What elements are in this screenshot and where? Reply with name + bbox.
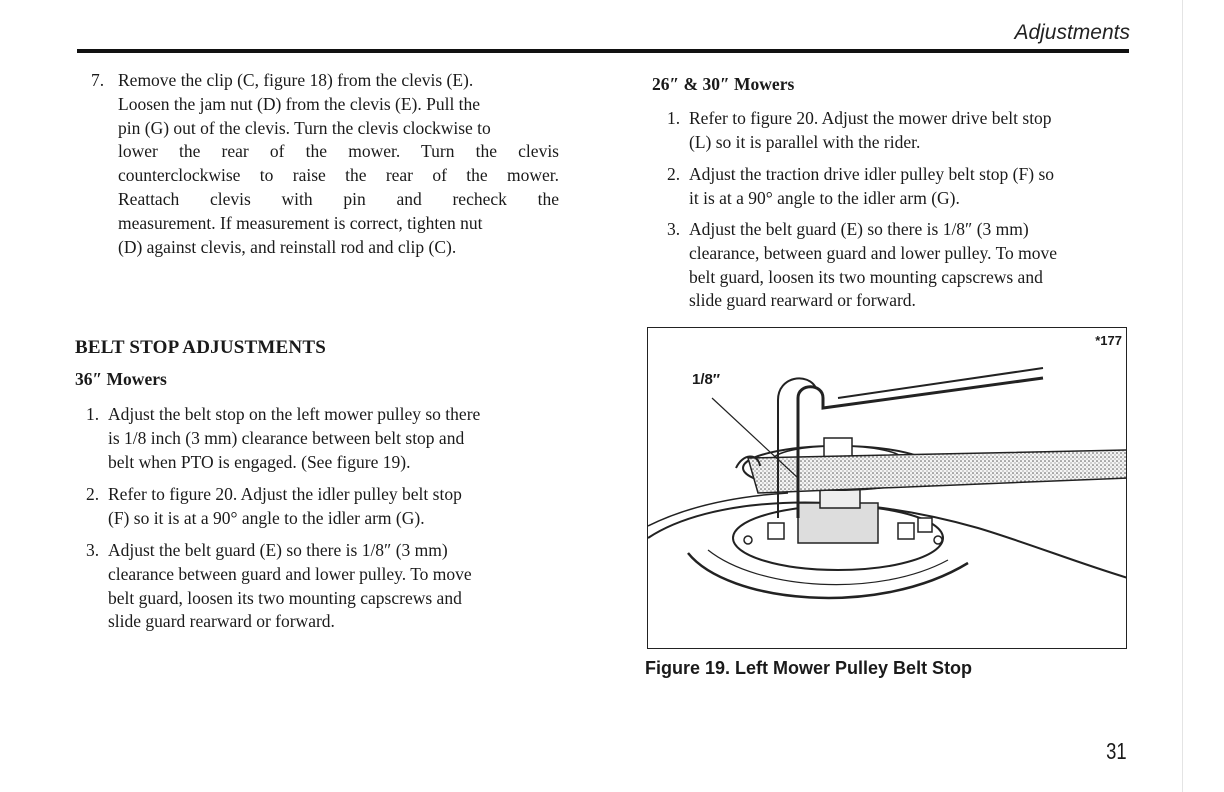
text-line: belt guard, loosen its two mounting capscrews and	[108, 587, 462, 608]
clearance-callout: 1/8″	[692, 371, 721, 388]
scan-edge-line	[1182, 0, 1183, 792]
section-heading: BELT STOP ADJUSTMENTS	[75, 337, 326, 358]
text-line: Reattach clevis with pin and recheck the	[118, 188, 559, 209]
figure-caption: Figure 19. Left Mower Pulley Belt Stop	[645, 658, 973, 678]
left-item-7	[91, 69, 559, 259]
text-line: (L) so it is parallel with the rider.	[689, 131, 921, 152]
text-line: Refer to figure 20. Adjust the idler pulley belt stop	[108, 484, 462, 504]
text-line: (F) so it is at a 90° angle to the idler arm (G).	[108, 507, 425, 528]
item-number: 1.	[86, 404, 100, 424]
item-number: 3.	[86, 540, 100, 560]
text-line: Adjust the belt stop on the left mower pulley so there	[108, 404, 481, 424]
figure-19-illustration	[647, 327, 1127, 649]
text-line: Refer to figure 20. Adjust the mower drive belt stop	[689, 108, 1052, 128]
left-item-1	[86, 403, 550, 474]
text-line: belt guard, loosen its two mounting capscrews and	[689, 266, 1043, 287]
item-number: 2.	[86, 484, 100, 504]
left-item-2	[86, 483, 550, 531]
text-line: counterclockwise to raise the rear of the mower.	[118, 165, 559, 186]
right-item-2	[667, 163, 1129, 211]
right-item-3	[667, 218, 1129, 313]
item-number: 3.	[667, 219, 681, 239]
item-number: 1.	[667, 108, 681, 128]
text-line: Adjust the traction drive idler pulley belt stop (F) so	[689, 164, 1055, 184]
text-line: pin (G) out of the clevis. Turn the clevis clockwise to	[118, 117, 491, 138]
text-line: Remove the clip (C, figure 18) from the clevis (E).	[118, 70, 474, 90]
item-number: 7.	[91, 70, 105, 90]
text-line: clearance between guard and lower pulley. To move	[108, 563, 472, 584]
item-number: 2.	[667, 164, 681, 184]
text-line: is 1/8 inch (3 mm) clearance between belt stop and	[108, 427, 465, 448]
text-line: slide guard rearward or forward.	[689, 290, 916, 311]
text-line: lower the rear of the mower. Turn the clevis	[118, 141, 559, 162]
text-line: it is at a 90° angle to the idler arm (G).	[689, 187, 960, 208]
text-line: Adjust the belt guard (E) so there is 1/8″ (3 mm)	[108, 540, 448, 560]
subheading-36-mowers: 36″ Mowers	[75, 369, 167, 389]
text-line: clearance, between guard and lower pulley. To move	[689, 242, 1058, 263]
left-item-3	[86, 539, 550, 634]
text-line: measurement. If measurement is correct, tighten nut	[118, 212, 483, 233]
text-line: Loosen the jam nut (D) from the clevis (E). Pull the	[118, 93, 481, 114]
subheading-26-30-mowers: 26″ & 30″ Mowers	[652, 74, 795, 94]
text-line: Adjust the belt guard (E) so there is 1/8″ (3 mm)	[689, 219, 1029, 239]
text-line: belt when PTO is engaged. (See figure 19).	[108, 451, 411, 472]
page-number: 31	[1106, 738, 1127, 764]
header-rule	[77, 49, 1129, 53]
page-header-title: Adjustments	[1014, 21, 1130, 44]
right-item-1	[667, 107, 1129, 155]
text-line: (D) against clevis, and reinstall rod and clip (C).	[118, 236, 457, 257]
text-line: slide guard rearward or forward.	[108, 611, 335, 632]
figure-id-label: *177	[1095, 333, 1122, 348]
